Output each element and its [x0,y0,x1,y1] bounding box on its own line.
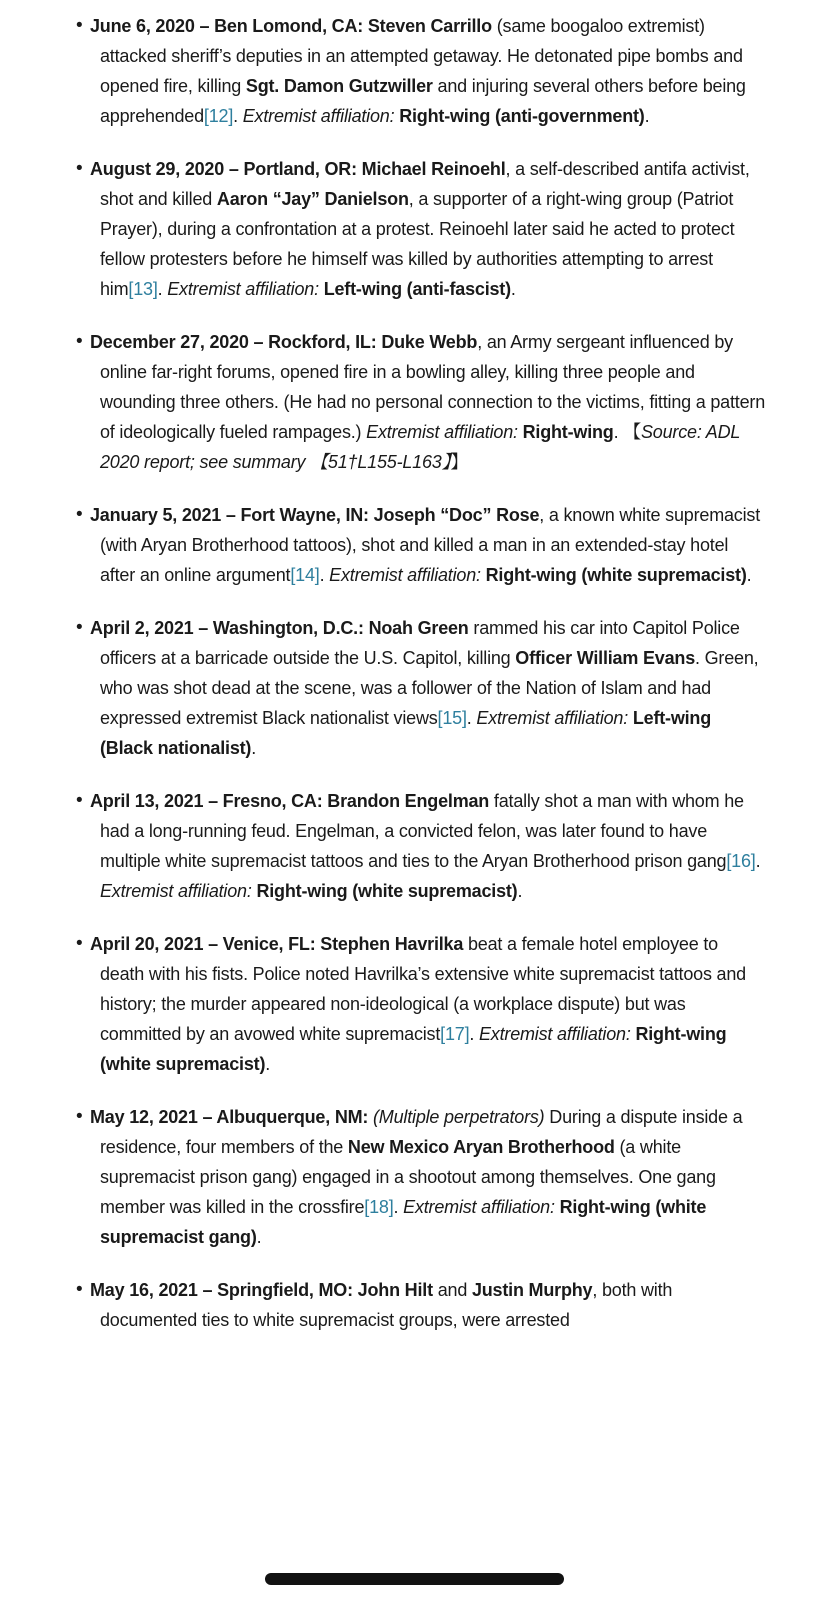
citation-link[interactable]: [17] [440,1024,470,1044]
list-item [0,613,817,763]
text-run: . [644,106,650,126]
text-run: August 29, 2020 – Portland, OR: Michael Reinoehl [90,159,506,179]
list-item [0,1275,817,1335]
text-run: May 12, 2021 – Albuquerque, NM: [90,1107,374,1127]
text-run: . [393,1197,404,1217]
text-run: . [319,565,330,585]
citation-link[interactable]: [13] [128,279,158,299]
text-run: December 27, 2020 – Rockford, IL: Duke Webb [90,332,478,352]
text-run: (a white supremacist prison gang) engaged in a shootout among themselves. One gang member was killed in the crossfire [100,1137,716,1217]
text-run: Extremist affiliation: [167,279,324,299]
text-run: beat a female hotel employee to death with his fists. Police noted Havrilka’s extensive white supremacist tattoos and history; the murder appeared non-ideological (a workplace dispute) but was committed by an avowed white supremacist [100,934,746,1044]
citation-link[interactable]: [16] [726,851,756,871]
text-run: , a known white supremacist (with Aryan Brotherhood tattoos), shot and killed a man in an extended-stay hotel after an online argument [100,505,760,585]
text-run: , a supporter of a right-wing group (Patriot Prayer), during a confrontation at a protest. Reinoehl later said he acted to protect fellow protesters before he himself was killed by authorities attempting to arrest him [100,189,735,299]
text-run: . [157,279,168,299]
text-run: . Green, who was shot dead at the scene, was a follower of the Nation of Islam and had expressed extremist Black nationalist views [100,648,759,728]
citation-link[interactable]: [18] [364,1197,394,1217]
text-run: . [755,851,761,871]
text-run: , a self-described antifa activist, shot and killed [100,159,750,209]
text-run: . [251,738,257,758]
text-run: Left-wing (Black nationalist) [100,708,712,758]
list-item [0,786,817,906]
text-run: Right-wing (white supremacist gang) [100,1197,707,1247]
text-run: Extremist affiliation: [242,106,400,126]
text-run: Aaron “Jay” Danielson [216,189,409,209]
list-item [0,929,817,1079]
text-run: . 【 [613,422,641,442]
text-run: 】 [450,452,469,472]
text-run: Officer William Evans [515,648,695,668]
text-run: May 16, 2021 – Springfield, MO: John Hilt [90,1280,433,1300]
text-run: New Mexico Aryan Brotherhood [347,1137,615,1157]
text-run: Source: ADL 2020 report; see summary 【51†L155-L163】 [100,422,740,472]
text-run: . [233,106,243,126]
text-run: . [510,279,516,299]
text-run: . [466,708,477,728]
text-run: April 13, 2021 – Fresno, CA: Brandon Engelman [90,791,490,811]
text-run: Right-wing [522,422,614,442]
text-run: Right-wing (white supremacist) [485,565,747,585]
text-run: (Multiple perpetrators) [373,1107,545,1127]
text-run: Extremist affiliation: [100,881,257,901]
text-run: and injuring several others before being apprehended [100,76,746,126]
text-run: Justin Murphy [471,1280,593,1300]
text-run: Extremist affiliation: [403,1197,560,1217]
text-run: Right-wing (white supremacist) [100,1024,727,1074]
text-run: April 20, 2021 – Venice, FL: Stephen Havrilka [90,934,464,954]
list-item [0,1102,817,1252]
text-run: . [469,1024,479,1044]
citation-link[interactable]: [15] [437,708,467,728]
text-run: and [432,1280,472,1300]
text-run: . [517,881,523,901]
text-run: fatally shot a man with whom he had a long-running feud. Engelman, a convicted felon, was later found to have multiple white supremacist tattoos and ties to the Aryan Brotherhood prison gang [100,791,744,871]
list-item [0,154,817,304]
text-run: Sgt. Damon Gutzwiller [245,76,433,96]
text-run: (same boogaloo extremist) attacked sheriff’s deputies in an attempted getaway. He detonated pipe bombs and opened fire, killing [100,16,743,96]
redaction-bar [265,1573,564,1585]
text-run: . [746,565,752,585]
text-run: During a dispute inside a residence, four members of the [100,1107,743,1157]
list-item [0,500,817,590]
citation-link[interactable]: [12] [203,106,234,126]
text-run: . [256,1227,262,1247]
text-run: Extremist affiliation: [476,708,633,728]
list-item [0,327,817,477]
text-run: Left-wing (anti-fascist) [323,279,511,299]
text-run: Right-wing (anti-government) [399,106,645,126]
text-run: April 2, 2021 – Washington, D.C.: Noah Green [90,618,469,638]
text-run: rammed his car into Capitol Police officers at a barricade outside the U.S. Capitol, killing [100,618,740,668]
text-run: June 6, 2020 – Ben Lomond, CA: Steven Carrillo [90,16,492,36]
text-run: Extremist affiliation: [479,1024,636,1044]
list-item [0,11,817,131]
text-run: Right-wing (white supremacist) [256,881,518,901]
text-run: , both with documented ties to white supremacist groups, were arrested [100,1280,673,1330]
text-run: Extremist affiliation: [366,422,523,442]
citation-link[interactable]: [14] [290,565,320,585]
text-run: Extremist affiliation: [329,565,486,585]
text-run: January 5, 2021 – Fort Wayne, IN: Joseph “Doc” Rose [90,505,540,525]
text-run: , an Army sergeant influenced by online far-right forums, opened fire in a bowling alley, killing three people and wounding three others. (He had no personal connection to the victims, fitting a pattern of ideologically fueled rampages.) [100,332,766,442]
text-run: . [265,1054,271,1074]
